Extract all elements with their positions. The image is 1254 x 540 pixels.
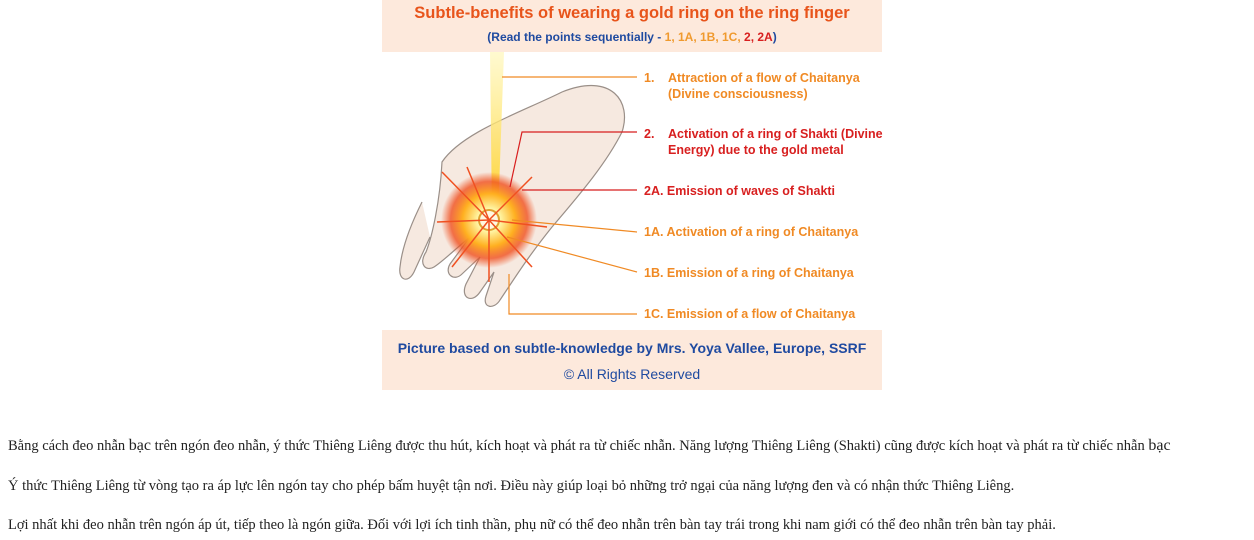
label-1b: 1B. Emission of a ring of Chaitanya <box>644 266 854 280</box>
figure-credit: Picture based on subtle-knowledge by Mrs. Yoya Vallee, Europe, SSRF <box>397 340 867 356</box>
label-2-line2: Energy) due to the gold metal <box>668 143 844 157</box>
p1-d: bạc <box>1148 437 1171 454</box>
subtitle-prefix: (Read the points sequentially - <box>487 30 665 44</box>
label-2a: 2A. Emission of waves of Shakti <box>644 184 836 198</box>
p1-a: Bằng cách đeo nhẫn <box>8 438 129 454</box>
label-2 <box>644 126 883 158</box>
subtitle-suffix: ) <box>772 30 777 44</box>
paragraph-2: Ý thức Thiêng Liêng từ vòng tạo ra áp lực lên ngón tay cho phép bấm huyệt tận nơi. Điều này giúp loại bỏ những trở ngại của năng lượng đen và có nhận thức Thiêng Liêng. <box>8 478 1015 494</box>
label-2-line1: Activation of a ring of Shakti (Divine <box>668 127 883 141</box>
paragraph-1 <box>8 437 1171 455</box>
label-1-num: 1. <box>644 71 655 85</box>
label-1-line1: Attraction of a flow of Chaitanya <box>668 71 860 85</box>
figure-footer <box>382 330 882 390</box>
p1-b: bạc <box>128 437 151 454</box>
subtitle-seq-red: 2, 2A <box>744 30 773 44</box>
label-1 <box>644 70 860 102</box>
figure-header <box>382 0 882 52</box>
label-1a: 1A. Activation of a ring of Chaitanya <box>644 225 859 239</box>
label-2-num: 2. <box>644 127 655 141</box>
p1-c: trên ngón đeo nhẫn, ý thức Thiêng Liêng được thu hút, kích hoạt và phát ra từ chiếc nhẫn. Năng lượng Thiêng Liêng (Shakti) cũng được kích hoạt và phát ra từ chiếc nhẫn <box>151 438 1149 454</box>
infographic-figure <box>382 0 882 390</box>
figure-subtitle <box>382 30 882 44</box>
label-1c: 1C. Emission of a flow of Chaitanya <box>644 307 856 321</box>
figure-title: Subtle-benefits of wearing a gold ring on the ring finger <box>414 4 850 22</box>
label-1-line2: (Divine consciousness) <box>668 87 808 101</box>
figure-copyright: © All Rights Reserved <box>563 366 701 382</box>
subtitle-seq-orange: 1, 1A, 1B, 1C, <box>664 30 745 44</box>
paragraph-3: Lợi nhất khi đeo nhẫn trên ngón áp út, tiếp theo là ngón giữa. Đối với lợi ích tinh thần, phụ nữ có thể đeo nhẫn trên bàn tay trái trong khi nam giới có thể đeo nhẫn trên bàn tay phải. <box>8 517 1056 533</box>
